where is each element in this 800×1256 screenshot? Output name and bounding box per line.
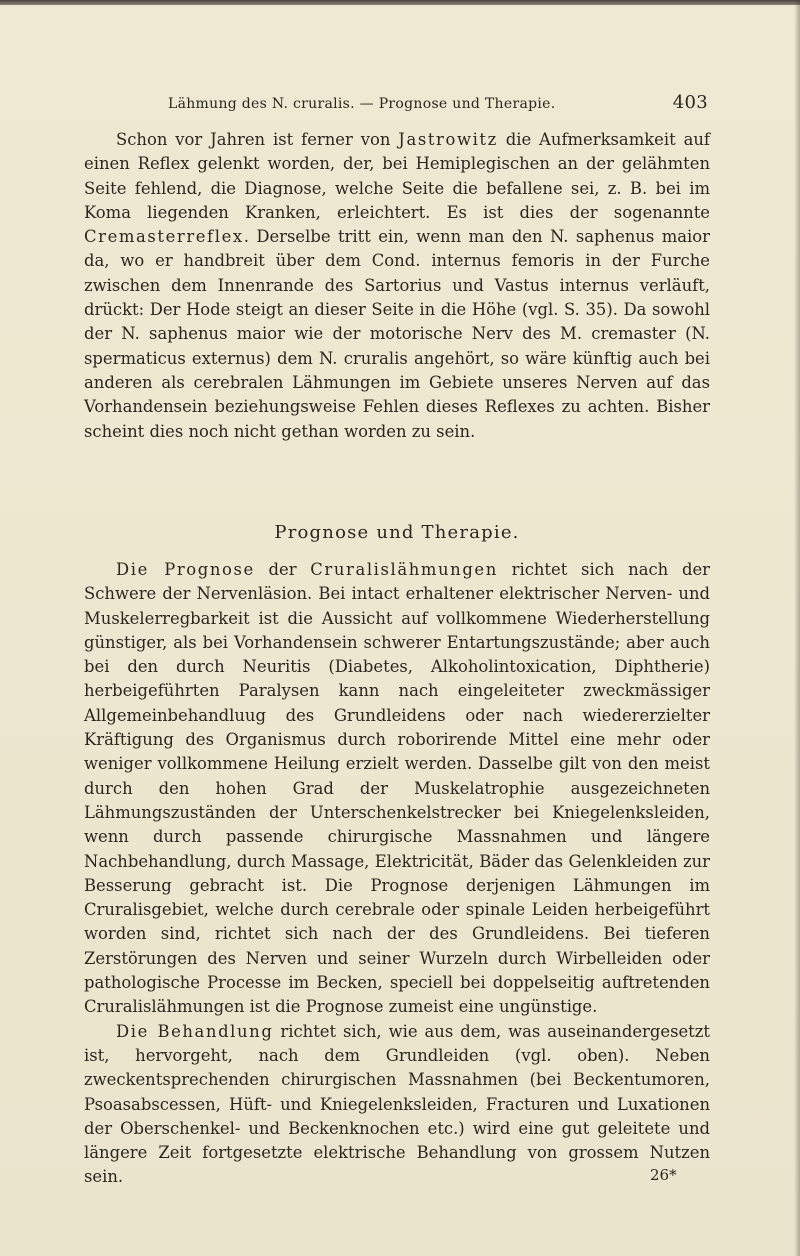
- author-name: Jastrowitz: [398, 130, 498, 149]
- p3-text-a: richtet sich, wie aus dem, was auseinandergesetzt ist, hervorgeht, nach dem Grundleiden (vgl. oben). Neben zweckentsprechenden chirurgischen Massnahmen (bei Beckentumoren, Psoasabscessen, Hüft- und Kniegelenksleiden, Fracturen und Luxationen der Oberschenkel- und Beckenknochen etc.) wird eine gut geleitete und längere Zeit fortgesetzte elektrische Behandlung von grossem Nutzen sein.: [84, 1021, 710, 1187]
- section-prognose-therapie: [84, 558, 710, 1190]
- signature-mark: 26*: [650, 1166, 677, 1184]
- running-header: [168, 90, 708, 118]
- section-heading: Prognose und Therapie.: [274, 522, 520, 543]
- p2-text-b: richtet sich nach der Schwere der Nervenläsion. Bei intact erhaltener elektrischer Nerven- und Muskelerregbarkeit ist die Aussicht auf vollkommene Wiederherstellung günstiger, als bei Vorhandensein schwerer Entartungszustände; aber auch bei den durch Neuritis (Diabetes, Alkoholintoxication, Diphtherie) herbeigeführten Paralysen kann nach eingeleiteter zweckmässiger Allgemeinbehandluug des Grundleidens oder nach wiedererzielter Kräftigung des Organismus durch roborirende Mittel eine mehr oder weniger vollkommene Heilung erzielt werden. Dasselbe gilt von den meist durch den hohen Grad der Muskelatrophie ausgezeichneten Lähmungszuständen der Unterschenkelstrecker bei Kniegelenksleiden, wenn durch passende chirurgische Massnahmen und längere Nachbehandlung, durch Massage, Elektricität, Bäder das Gelenkleiden zur Besserung gebracht ist. Die Prognose derjenigen Lähmungen im Cruralisgebiet, welche durch cerebrale oder spinale Leiden herbeigeführt worden sind, richtet sich nach der des Grundleidens. Bei tieferen Zerstörungen des Nerven und seiner Wurzeln durch Wirbelleiden oder pathologische Processe im Becken, speciell bei doppelseitig auftretenden Cruralislähmungen ist die Prognose zumeist eine ungünstige.: [84, 560, 710, 1017]
- paragraph-cremaster-reflex: [84, 128, 710, 444]
- term-prognose: Die Prognose: [116, 560, 255, 579]
- scan-top-border: [0, 0, 800, 5]
- page-number: 403: [672, 92, 708, 113]
- term-cremasterreflex: Cremasterreflex: [84, 227, 244, 247]
- scan-right-edge: [794, 0, 800, 1256]
- p2-text-a: der: [254, 560, 311, 579]
- running-title: Lähmung des N. cruralis. — Prognose und Therapie.: [168, 96, 556, 112]
- p1-text-a: Schon vor Jahren ist ferner von: [116, 130, 399, 149]
- paragraph-1: [84, 128, 710, 444]
- paragraph-3: [84, 1020, 710, 1190]
- paragraph-2: [84, 558, 710, 1020]
- term-behandlung: Die Behandlung: [116, 1021, 274, 1041]
- term-cruralislaehmungen: Cruralislähmungen: [310, 560, 498, 579]
- p1-text-b: die Aufmerksamkeit auf einen Reflex gelenkt worden, der, bei Hemiplegischen an der gelähmten Seite fehlend, die Diagnose, welche Seite die befallene sei, z. B. bei im Koma liegenden Kranken, erleichtert. Es ist dies der sogenannte: [84, 130, 710, 222]
- p1-text-c: . Derselbe tritt ein, wenn man den N. saphenus maior da, wo er handbreit über dem Cond. internus femoris in der Furche zwischen dem Innenrande des Sartorius und Vastus internus verläuft, drückt: Der Hode steigt an dieser Seite in die Höhe (vgl. S. 35). Da sowohl der N. saphenus maior wie der motorische Nerv des M. cremaster (N. spermaticus externus) dem N. cruralis angehört, so wäre künftig auch bei anderen als cerebralen Lähmungen im Gebiete unseres Nerven auf das Vorhandensein beziehungsweise Fehlen dieses Reflexes zu achten. Bisher scheint dies noch nicht gethan worden zu sein.: [84, 227, 710, 441]
